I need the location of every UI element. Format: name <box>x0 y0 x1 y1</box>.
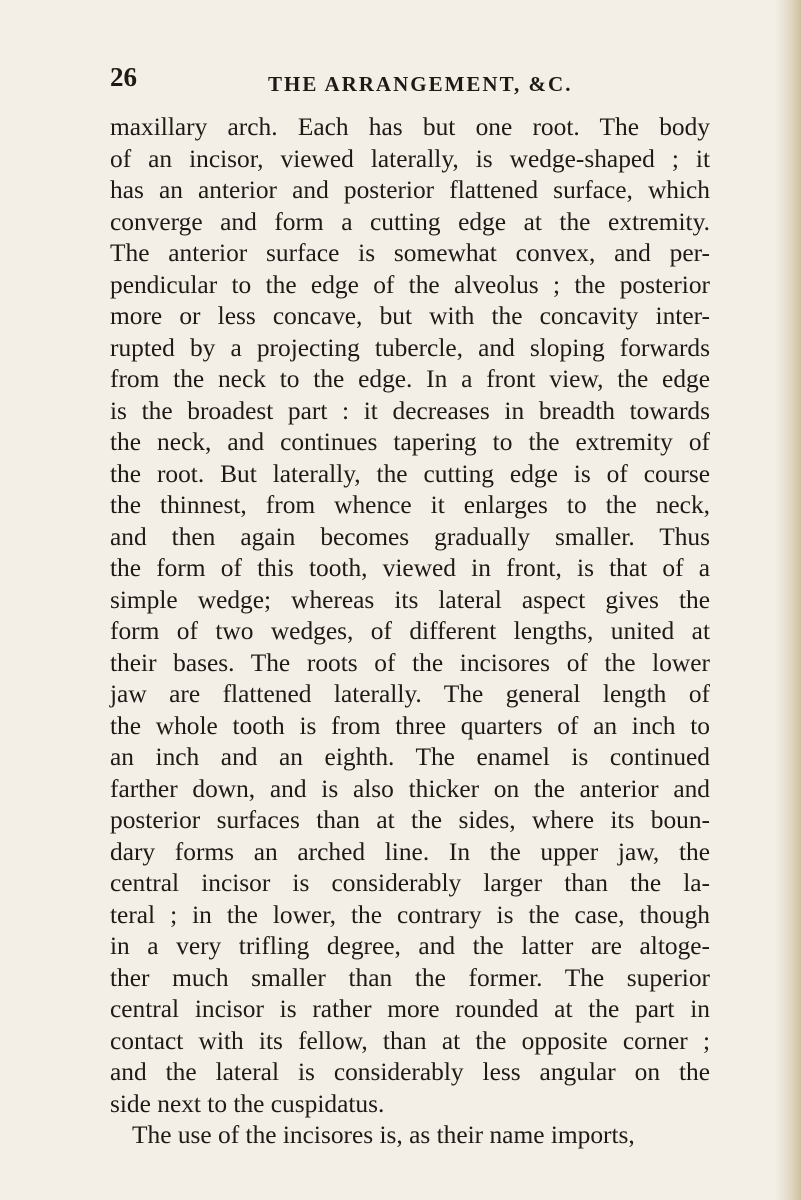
text-line: ther much smaller than the former. The superior <box>110 963 710 992</box>
text-line: rupted by a projecting tubercle, and sloping forwards <box>110 333 710 362</box>
text-line: the whole tooth is from three quarters of an inch to <box>110 711 710 740</box>
text-line: the root. But laterally, the cutting edge is of course <box>110 459 710 488</box>
text-line: in a very trifling degree, and the latter are altoge- <box>110 932 710 960</box>
text-line: the neck, and continues tapering to the extremity of <box>110 428 710 456</box>
text-line: central incisor is considerably larger than the la- <box>110 869 710 897</box>
text-line: has an anterior and posterior flattened surface, which <box>110 176 710 204</box>
text-line: posterior surfaces than at the sides, where its boun- <box>110 806 710 834</box>
text-line: of an incisor, viewed laterally, is wedge-shaped ; it <box>110 144 710 173</box>
text-line: an inch and an eighth. The enamel is continued <box>110 743 710 771</box>
text-line: the thinnest, from whence it enlarges to the neck, <box>110 491 710 519</box>
text-line: from the neck to the edge. In a front view, the edge <box>110 365 710 393</box>
text-line: their bases. The roots of the incisores of the lower <box>110 648 710 677</box>
text-line: jaw are flattened laterally. The general length of <box>110 680 710 708</box>
text-line: maxillary arch. Each has but one root. The body <box>110 113 710 141</box>
text-line: dary forms an arched line. In the upper jaw, the <box>110 837 710 866</box>
text-line: teral ; in the lower, the contrary is the case, though <box>110 900 710 929</box>
page-number: 26 <box>110 62 137 92</box>
text-line: the form of this tooth, viewed in front, is that of a <box>110 554 710 582</box>
page-header <box>110 62 750 102</box>
text-line: pendicular to the edge of the alveolus ; the posterior <box>110 270 710 299</box>
text-line: simple wedge; whereas its lateral aspect gives the <box>110 585 710 614</box>
running-head: THE ARRANGEMENT, &C. <box>268 72 573 96</box>
text-line: and the lateral is considerably less angular on the <box>110 1058 710 1086</box>
body-text <box>110 112 710 1152</box>
text-line: The use of the incisores is, as their name imports, <box>132 1121 635 1149</box>
text-line: contact with its fellow, than at the opposite corner ; <box>110 1026 710 1055</box>
page-edge-shadow <box>775 0 801 1200</box>
text-line: side next to the cuspidatus. <box>110 1089 385 1118</box>
text-line: converge and form a cutting edge at the extremity. <box>110 207 710 236</box>
text-line: and then again becomes gradually smaller. Thus <box>110 522 710 551</box>
text-line: central incisor is rather more rounded at the part in <box>110 995 710 1023</box>
text-line: farther down, and is also thicker on the anterior and <box>110 774 710 803</box>
text-line: is the broadest part : it decreases in breadth towards <box>110 396 710 425</box>
text-line: more or less concave, but with the concavity inter- <box>110 302 710 330</box>
text-line: The anterior surface is somewhat convex, and per- <box>110 239 710 267</box>
text-line: form of two wedges, of different lengths, united at <box>110 617 710 645</box>
